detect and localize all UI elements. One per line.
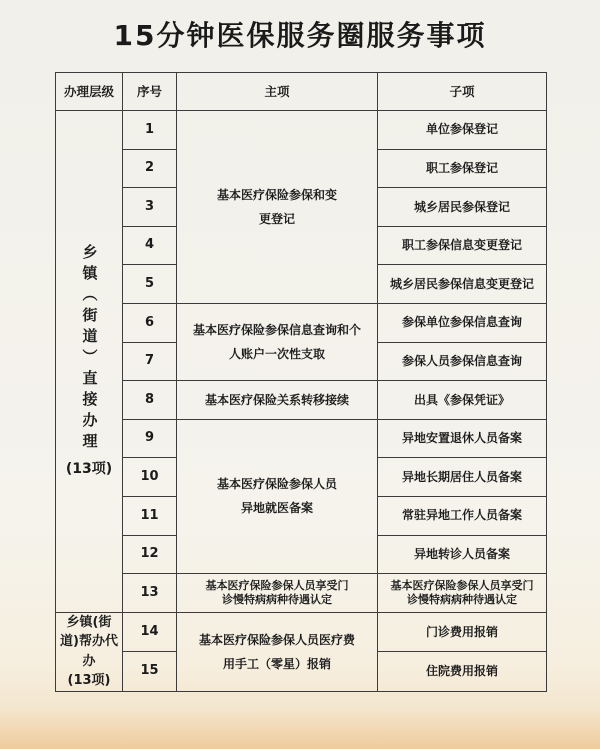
seq-cell: 8 [123, 381, 177, 420]
table-row [56, 303, 547, 342]
table-row [56, 111, 547, 150]
seq-cell: 2 [123, 149, 177, 188]
header-sub: 子项 [378, 73, 547, 111]
seq-cell: 5 [123, 265, 177, 304]
sub-cell: 异地安置退休人员备案 [378, 419, 547, 458]
sub-cell: 参保单位参保信息查询 [378, 303, 547, 342]
seq-cell: 4 [123, 226, 177, 265]
header-row [56, 73, 547, 111]
sub-cell: 住院费用报销 [378, 652, 547, 692]
sub-cell: 城乡居民参保信息变更登记 [378, 265, 547, 304]
table-row [56, 574, 547, 613]
seq-cell: 9 [123, 419, 177, 458]
table-row [56, 419, 547, 458]
seq-cell: 15 [123, 652, 177, 692]
seq-cell: 13 [123, 574, 177, 613]
seq-cell: 1 [123, 111, 177, 150]
decorative-bottom-strip [0, 709, 600, 749]
level-assist-cell [56, 612, 123, 691]
table-row [56, 381, 547, 420]
sub-cell: 出具《参保凭证》 [378, 381, 547, 420]
main-item-4 [177, 419, 378, 573]
seq-cell: 14 [123, 612, 177, 652]
sub-cell: 职工参保登记 [378, 149, 547, 188]
seq-cell: 3 [123, 188, 177, 227]
sub-cell [378, 574, 547, 613]
page-title: 15分钟医保服务圈服务事项 [113, 19, 487, 52]
main-item-4-text: 基本医疗保险参保人员异地就医备案 [217, 477, 338, 516]
main-item-6 [177, 612, 378, 691]
header-seq: 序号 [123, 73, 177, 111]
level-direct-cell [56, 111, 123, 613]
sub-cell: 异地长期居住人员备案 [378, 458, 547, 497]
header-main: 主项 [177, 73, 378, 111]
sub-cell: 异地转诊人员备案 [378, 535, 547, 574]
main-item-1 [177, 111, 378, 304]
main-item-5 [177, 574, 378, 613]
main-item-2-text: 基本医疗保险参保信息查询和个人账户一次性支取 [193, 323, 362, 362]
level-direct-label: 乡镇（街道）直接办理 [80, 243, 99, 454]
seq-cell: 7 [123, 342, 177, 381]
main-item-3: 基本医疗保险关系转移接续 [177, 381, 378, 420]
level-direct-count: (13项) [65, 460, 113, 477]
sub-cell: 单位参保登记 [378, 111, 547, 150]
main-item-6-text: 基本医疗保险参保人员医疗费用手工（零星）报销 [198, 632, 355, 671]
seq-cell: 6 [123, 303, 177, 342]
service-table [55, 72, 547, 692]
sub-cell: 常驻异地工作人员备案 [378, 496, 547, 535]
main-item-1-text: 基本医疗保险参保和变更登记 [217, 187, 338, 226]
sub-cell-text: 基本医疗保险参保人员享受门诊慢特病病种待遇认定 [390, 578, 534, 606]
header-level: 办理层级 [56, 73, 123, 111]
sub-cell: 参保人员参保信息查询 [378, 342, 547, 381]
seq-cell: 12 [123, 535, 177, 574]
level-assist-label: 乡镇(街道)帮办代办 [60, 614, 118, 669]
table-row [56, 612, 547, 652]
sub-cell: 门诊费用报销 [378, 612, 547, 652]
main-item-2 [177, 303, 378, 380]
main-item-5-text: 基本医疗保险参保人员享受门诊慢特病病种待遇认定 [205, 578, 349, 606]
seq-cell: 11 [123, 496, 177, 535]
sub-cell: 职工参保信息变更登记 [378, 226, 547, 265]
level-assist-count: (13项) [67, 673, 111, 689]
sub-cell: 城乡居民参保登记 [378, 188, 547, 227]
seq-cell: 10 [123, 458, 177, 497]
